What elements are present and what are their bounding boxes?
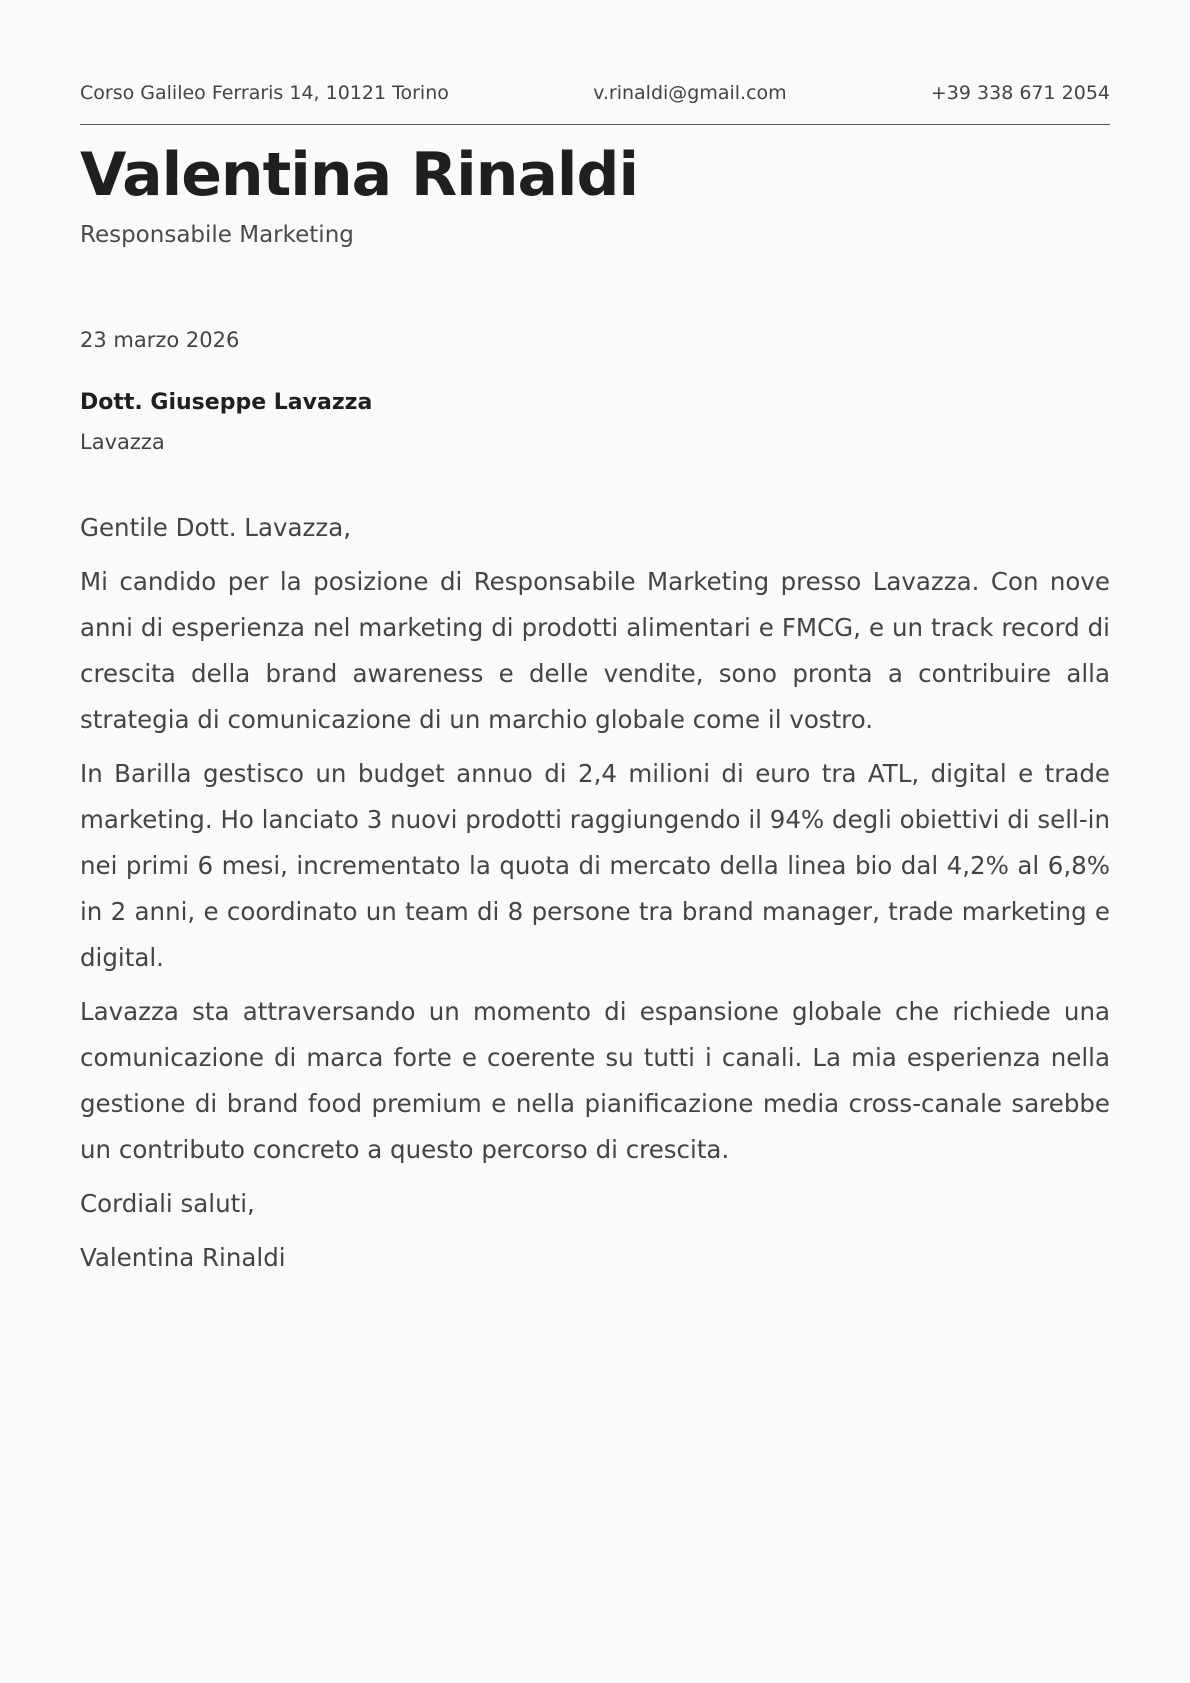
signature: Valentina Rinaldi — [80, 1243, 286, 1272]
applicant-name: Valentina Rinaldi — [80, 140, 639, 210]
phone: +39 338 671 2054 — [930, 82, 1110, 104]
closing: Cordiali saluti, — [80, 1189, 255, 1218]
greeting: Gentile Dott. Lavazza, — [80, 513, 352, 542]
letter-body — [80, 505, 1110, 1289]
contact-bar — [80, 82, 1110, 104]
recipient-company: Lavazza — [80, 430, 165, 454]
letter-date: 23 marzo 2026 — [80, 328, 240, 352]
paragraph: In Barilla gestisco un budget annuo di 2,4 milioni di euro tra ATL, digital e trade marketing. Ho lanciato 3 nuovi prodotti raggiungendo il 94% degli obiettivi di sell-in nei primi 6 mesi, incrementato la quota di mercato della linea bio dal 4,2% al 6,8% in 2 anni, e coordinato un team di 8 persone tra brand manager, trade marketing e digital. — [80, 759, 1110, 972]
header-divider — [80, 124, 1110, 125]
address: Corso Galileo Ferraris 14, 10121 Torino — [80, 82, 449, 104]
applicant-role: Responsabile Marketing — [80, 222, 354, 248]
paragraph: Lavazza sta attraversando un momento di espansione globale che richiede una comunicazione di marca forte e coerente su tutti i canali. La mia esperienza nella gestione di brand food premium e nella pianificazione media cross-canale sarebbe un contributo concreto a questo percorso di crescita. — [80, 997, 1110, 1164]
paragraph: Mi candido per la posizione di Responsabile Marketing presso Lavazza. Con nove anni di esperienza nel marketing di prodotti alimentari e FMCG, e un track record di crescita della brand awareness e delle vendite, sono pronta a contribuire alla strategia di comunicazione di un marchio globale come il vostro. — [80, 567, 1110, 734]
email: v.rinaldi@gmail.com — [593, 82, 787, 104]
recipient-name: Dott. Giuseppe Lavazza — [80, 390, 373, 415]
